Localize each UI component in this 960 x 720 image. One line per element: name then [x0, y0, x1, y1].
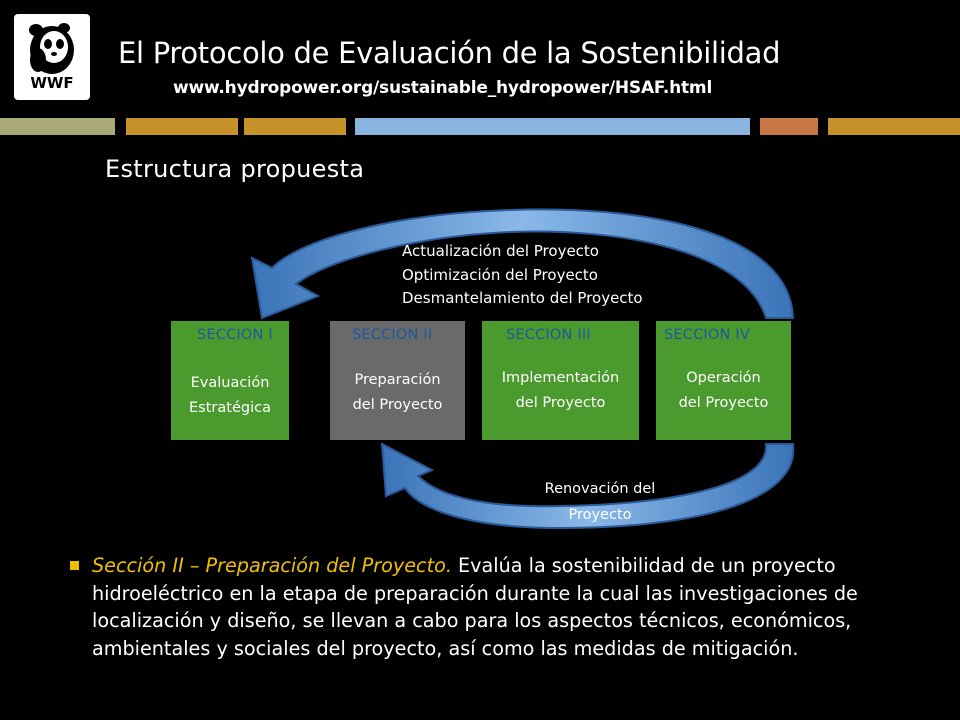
section-subtitle: Estructura propuesta	[105, 155, 365, 183]
section-label-4: SECCION IV	[664, 327, 750, 343]
bullet-lead: Sección II – Preparación del Proyecto.	[92, 554, 452, 577]
section-1-text: Evaluación Estratégica	[189, 375, 271, 416]
section-label-2: SECCION II	[352, 327, 433, 343]
bottom-note-line2: Proyecto	[568, 507, 632, 523]
note-optimizacion: Optimización del Proyecto	[402, 265, 598, 284]
section-label-3: SECCION III	[506, 327, 591, 343]
section-3-text: Implementación del Proyecto	[501, 370, 620, 411]
bottom-note	[520, 476, 680, 528]
section-2-text: Preparación del Proyecto	[352, 372, 443, 413]
bullet-paragraph	[92, 552, 930, 662]
bullet-item	[70, 552, 930, 662]
logo-text: WWF	[30, 74, 74, 92]
bullet-square-icon	[70, 561, 79, 570]
bottom-note-line1: Renovación del	[544, 481, 656, 497]
section-4-text: Operación del Proyecto	[678, 370, 769, 411]
section-label-1: SECCION I	[197, 327, 273, 343]
note-actualizacion: Actualización del Proyecto	[402, 242, 599, 260]
bullet-body: Evalúa la sostenibilidad de un proyecto hidroeléctrico en la etapa de preparación durante la cual las investigaciones de localización y diseño, se llevan a cabo para los aspectos técnicos, económicos, ambientales y sociales del proyecto, así como las medidas de mitigación.	[92, 554, 858, 660]
source-url[interactable]: www.hydropower.org/sustainable_hydropower/HSAF.html	[173, 78, 713, 98]
note-desmantelamiento: Desmantelamiento del Proyecto	[402, 289, 643, 307]
top-notes	[402, 240, 643, 311]
page-title: El Protocolo de Evaluación de la Sostenibilidad	[118, 36, 781, 70]
